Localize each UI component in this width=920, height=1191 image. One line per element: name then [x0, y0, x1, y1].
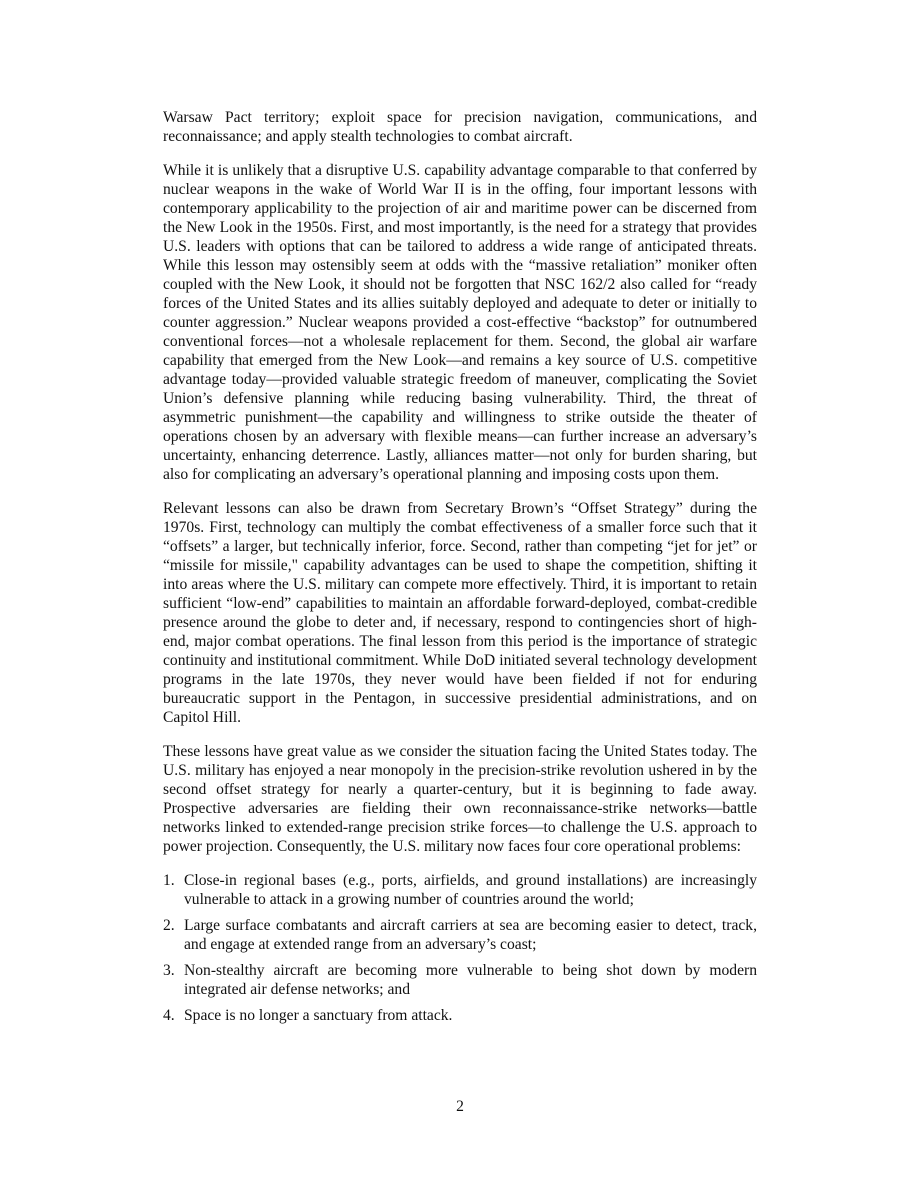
list-item-number: 1.: [163, 872, 175, 889]
list-item-text: Non-stealthy aircraft are becoming more vulnerable to being shot down by modern integrated air defense networks; and: [184, 962, 757, 998]
list-item-text: Space is no longer a sanctuary from attack.: [184, 1007, 453, 1024]
list-item-text: Large surface combatants and aircraft carriers at sea are becoming easier to detect, track, and engage at extended range from an adversary’s coast;: [184, 917, 757, 953]
operational-problems-list: [163, 871, 757, 1025]
paragraph-offset-strategy-lessons: Relevant lessons can also be drawn from Secretary Brown’s “Offset Strategy” during the 1970s. First, technology can multiply the combat effectiveness of a smaller force such that it “offsets” a larger, but technically inferior, force. Second, rather than competing “jet for jet” or “missile for missile," capability advantages can be used to shape the competition, shifting it into areas where the U.S. military can compete more effectively. Third, it is important to retain sufficient “low-end” capabilities to maintain an affordable forward-deployed, combat-credible presence around the globe to deter and, if necessary, respond to contingencies short of high-end, major combat operations. The final lesson from this period is the importance of strategic continuity and institutional commitment. While DoD initiated several technology development programs in the late 1970s, they never would have been fielded if not for enduring bureaucratic support in the Pentagon, in successive presidential administrations, and on Capitol Hill.: [163, 500, 757, 726]
list-item: [163, 961, 757, 999]
list-item-number: 2.: [163, 917, 175, 934]
list-item: [163, 1006, 757, 1025]
list-item: [163, 871, 757, 909]
page-number: 2: [456, 1098, 464, 1115]
paragraph-continuation: Warsaw Pact territory; exploit space for precision navigation, communications, and reconnaissance; and apply stealth technologies to combat aircraft.: [163, 109, 757, 145]
list-item-number: 4.: [163, 1007, 175, 1024]
list-item-number: 3.: [163, 962, 175, 979]
paragraph-new-look-lessons: While it is unlikely that a disruptive U.S. capability advantage comparable to that conferred by nuclear weapons in the wake of World War II is in the offing, four important lessons with contemporary applicability to the projection of air and maritime power can be discerned from the New Look in the 1950s. First, and most importantly, is the need for a strategy that provides U.S. leaders with options that can be tailored to address a wide range of anticipated threats. While this lesson may ostensibly seem at odds with the “massive retaliation” moniker often coupled with the New Look, it should not be forgotten that NSC 162/2 also called for “ready forces of the United States and its allies suitably deployed and adequate to deter or initially to counter aggression.” Nuclear weapons provided a cost-effective “backstop” for outnumbered conventional forces—not a wholesale replacement for them. Second, the global air warfare capability that emerged from the New Look—and remains a key source of U.S. competitive advantage today—provided valuable strategic freedom of maneuver, complicating the Soviet Union’s defensive planning while reducing basing vulnerability. Third, the threat of asymmetric punishment—the capability and willingness to strike outside the theater of operations chosen by an adversary with flexible means—can further increase an adversary’s uncertainty, enhancing deterrence. Lastly, alliances matter—not only for burden sharing, but also for complicating an adversary’s operational planning and imposing costs upon them.: [163, 162, 757, 483]
paragraph-current-situation: These lessons have great value as we consider the situation facing the United States today. The U.S. military has enjoyed a near monopoly in the precision-strike revolution ushered in by the second offset strategy for nearly a quarter-century, but it is beginning to fade away. Prospective adversaries are fielding their own reconnaissance-strike networks—battle networks linked to extended-range precision strike forces—to challenge the U.S. approach to power projection. Consequently, the U.S. military now faces four core operational problems:: [163, 743, 757, 855]
list-item: [163, 916, 757, 954]
list-item-text: Close-in regional bases (e.g., ports, airfields, and ground installations) are increasingly vulnerable to attack in a growing number of countries around the world;: [184, 872, 757, 908]
document-page: [163, 108, 757, 1032]
